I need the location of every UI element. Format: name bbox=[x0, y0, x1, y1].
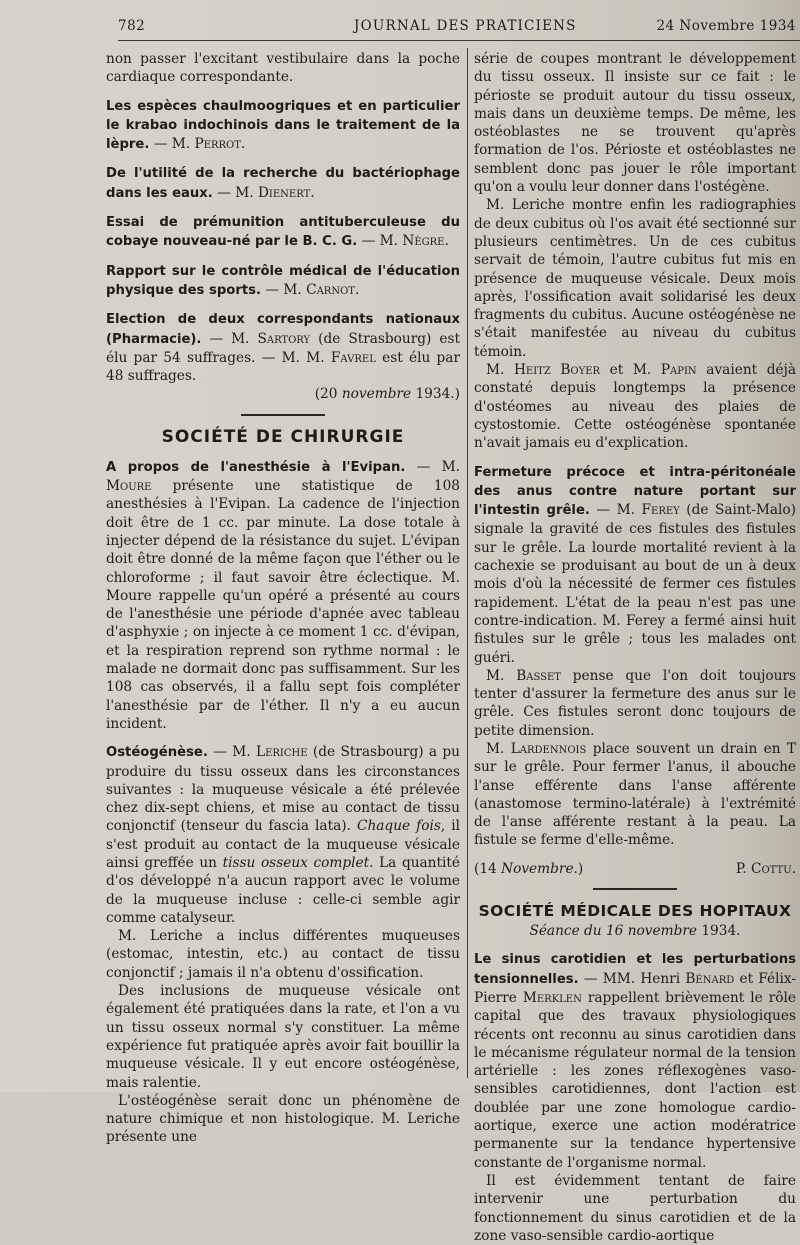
column-divider bbox=[467, 48, 468, 1078]
author-name: Perrot bbox=[194, 136, 241, 153]
item-rapport-sports: Rapport sur le contrôle médical de l'éducation physique des sports. — M. Carnot. bbox=[106, 263, 460, 298]
item-title: De l'utilité de la recherche du bactériophage dans les eaux. bbox=[106, 166, 460, 201]
paragraph-nature-chimique: L'ostéogénèse serait donc un phénomène de nature chimique et non histologique. M. Leriche présente une bbox=[106, 1092, 460, 1146]
author-name: Carnot bbox=[306, 281, 355, 298]
paragraph-inclusions: Des inclusions de muqueuse vésicale ont également été pratiquées dans la rate, et l'on a vu un tissu osseux normal s'y constituer. La même expérience fut pratiquée après avoir fait bouillir la muqueuse vésicale. Il y eut encore ostéogénèse, mais ralentie. bbox=[106, 983, 460, 1091]
author-name: Sartory bbox=[257, 330, 311, 347]
item-title: Les espèces chaulmoogriques et en particulier le krabao indochinois dans le traitement de la lèpre. bbox=[106, 98, 460, 153]
author-name: Papin bbox=[660, 362, 697, 379]
item-title: Essai de prémunition antituberculeuse du cobaye nouveau-né par le B. C. G. bbox=[106, 215, 460, 250]
author-name: Heitz Boyer bbox=[513, 362, 601, 379]
paragraph-continuation: série de coupes montrant le développement du tissu osseux. Il insiste sur ce fait : le périoste se produit autour du tissu osseux, mais dans un deuxième temps. De même, les ostéoblastes ne se trouvent qu'après formation de l'os. Périoste et ostéoblastes ne semblent donc pas jouer le rôle important qu'on a voulu leur donner dans l'ostégène. bbox=[474, 51, 796, 196]
item-chaulmoogriques: Les espèces chaulmoogriques et en particulier le krabao indochinois dans le traitement de la lèpre. — M. Perrot. bbox=[106, 98, 460, 153]
article-title: Ostéogénèse. bbox=[106, 745, 208, 761]
page-number: 782 bbox=[118, 18, 146, 34]
author-name: Favrel bbox=[330, 349, 376, 366]
author-name: Merklen bbox=[522, 989, 582, 1006]
left-column bbox=[106, 50, 460, 1147]
author-name: Nègre bbox=[402, 233, 445, 250]
author-name: Leriche bbox=[256, 744, 308, 761]
article-evipan: A propos de l'anesthésie à l'Evipan. — M. Moure présente une statistique de 108 anesthésies à l'Evipan. La cadence de l'injection doit être de 1 cc. par minute. La dose totale à injecter dépend de la résistance du sujet. L'évipan doit être donné de la même façon que l'éther ou le chloroforme ; il faut savoir être éclectique. M. Moure rappelle qu'un opéré a présenté au cours de l'anesthésie une période d'apnée avec tableau d'asphyxie ; on injecte à ce moment 1 cc. d'évipan, et la respiration reprend son rythme normal : le malade ne dormait donc pas suffisamment. Sur les 108 cas observés, il a fallu sept fois compléter l'anesthésie par de l'éther. Il n'y a eu aucun incident. bbox=[106, 458, 460, 732]
signature-author: P. Cottu. bbox=[735, 860, 796, 877]
section-rule bbox=[241, 414, 325, 416]
section-rule bbox=[593, 888, 677, 890]
article-title: Fermeture précoce et intra-péritonéale des anus contre nature portant sur l'intestin grêle. bbox=[474, 464, 796, 519]
intro-paragraph: non passer l'excitant vestibulaire dans la poche cardiaque correspondante. bbox=[106, 51, 460, 86]
author-name: Lardennois bbox=[510, 740, 587, 757]
paragraph-heitz-boyer: M. Heitz Boyer et M. Papin avaient déjà constaté depuis longtemps la présence d'ostéomes au niveau des plaies de cystostomie. Cette ostéogénèse spontanée n'avait jamais eu d'explication. bbox=[474, 362, 796, 452]
article-fermeture: Fermeture précoce et intra-péritonéale des anus contre nature portant sur l'intestin grêle. — M. Ferey (de Saint-Malo) signale la gravité de ces fistules des fistules sur le grêle. La lourde mortalité revient à la cachexie se produisant au bout de un à deux mois d'où la nécessité de fermer ces fistules rapidement. L'état de la peau n'est pas une contre-indication. M. Ferey a fermé ainsi huit fistules sur le grêle ; tous les malades ont guéri. bbox=[474, 464, 796, 666]
paragraph-basset: M. Basset pense que l'on doit toujours tenter d'assurer la fermeture des anus sur le grêle. Ces fistules seront donc toujours de petite dimension. bbox=[474, 667, 797, 739]
article-sinus-carotidien: Le sinus carotidien et les perturbations tensionnelles. — MM. Henri Bénard et Félix-Pierre Merklen rappellent brièvement le rôle capital que des travaux physiologiques récents ont reconnu au sinus carotidien dans le mécanisme régulateur normal de la tension artérielle : les zones réflexogènes vaso-sensibles carotidiennes, dont l'action est doublée par une zone homologue cardio-aortique, exerce une action modératrice permanente sur la tendance hypertensive constante de l'organisme normal. bbox=[474, 952, 796, 1171]
section-heading-chirurgie: SOCIÉTÉ DE CHIRURGIE bbox=[161, 426, 405, 447]
paragraph-radiographies: M. Leriche montre enfin les radiographies de deux cubitus où l'os avait été sectionné sur plusieurs centimètres. Un de ces cubitus servait de témoin, l'autre cubitus fut mis en présence de muqueuse vésicale. Deux mois après, l'ossification avait solidarisé les deux fragments du cubitus. Aucune ostéogénèse ne s'était manifestée au niveau du cubitus témoin. bbox=[474, 197, 796, 360]
journal-title: JOURNAL DES PRATICIENS bbox=[354, 18, 577, 34]
paragraph-lardennois: M. Lardennois place souvent un drain en T sur le grêle. Pour fermer l'anus, il abouche l'anse efférente dans l'anse afférente (anastomose termino-latérale) à l'extrémité de l'anse afférente restant à la peau. La fistule se ferme d'elle-même. bbox=[474, 740, 797, 849]
seance-date: Séance du 16 novembre 1934. bbox=[529, 923, 741, 940]
item-title: Rapport sur le contrôle médical de l'éducation physique des sports. bbox=[106, 263, 460, 298]
section-heading-hopitaux: SOCIÉTÉ MÉDICALE DES HOPITAUX bbox=[478, 902, 792, 921]
signature-line bbox=[474, 860, 796, 878]
right-column bbox=[474, 50, 796, 1245]
paragraph-tentant: Il est évidemment tentant de faire intervenir une perturbation du fonctionnement du sinus carotidien et de la zone vaso-sensible cardio-aortique bbox=[474, 1172, 796, 1244]
item-premunition: Essai de prémunition antituberculeuse du cobaye nouveau-né par le B. C. G. — M. Nègre. bbox=[106, 215, 460, 250]
item-bacteriophage: De l'utilité de la recherche du bactériophage dans les eaux. — M. Dienert. bbox=[106, 166, 460, 201]
author-name: Bénard bbox=[685, 970, 735, 987]
item-title: Election de deux correspondants nationaux (Pharmacie). bbox=[106, 312, 460, 347]
author-name: Dienert bbox=[257, 184, 311, 201]
running-head bbox=[118, 16, 800, 41]
session-date: (20 novembre 1934.) bbox=[314, 386, 460, 403]
article-osteogenese: Ostéogénèse. — M. Leriche (de Strasbourg) a pu produire du tissu osseux dans les circonstances suivantes : la muqueuse vésicale a été prélevée chez dix-sept chiens, et mise au contact de tissu conjonctif (tenseur du fascia lata). Chaque fois, il s'est produit au contact de la muqueuse vésicale ainsi greffée un tissu osseux complet. La quantité d'os développé n'a aucun rapport avec le volume de la muqueuse incluse : celle-ci semble agir comme catalyseur. bbox=[106, 744, 461, 926]
author-name: Moure bbox=[106, 478, 152, 495]
issue-date: 24 Novembre 1934 bbox=[656, 18, 796, 34]
item-election: Election de deux correspondants nationaux (Pharmacie). — M. Sartory (de Strasbourg) est élu par 54 suffrages. — M. M. Favrel est élu par 48 suffrages. bbox=[106, 312, 461, 385]
author-name: Basset bbox=[516, 667, 561, 684]
paragraph-muqueuses: M. Leriche a inclus différentes muqueuses (estomac, intestin, etc.) au contact de tissu conjonctif ; jamais il n'a obtenu d'ossification. bbox=[106, 928, 460, 981]
signature-date: (14 Novembre.) bbox=[474, 860, 584, 877]
article-title: A propos de l'anesthésie à l'Evipan. bbox=[106, 459, 406, 475]
article-title: Le sinus carotidien et les perturbations tensionnelles. bbox=[474, 952, 796, 987]
author-name: Ferey bbox=[641, 502, 680, 519]
